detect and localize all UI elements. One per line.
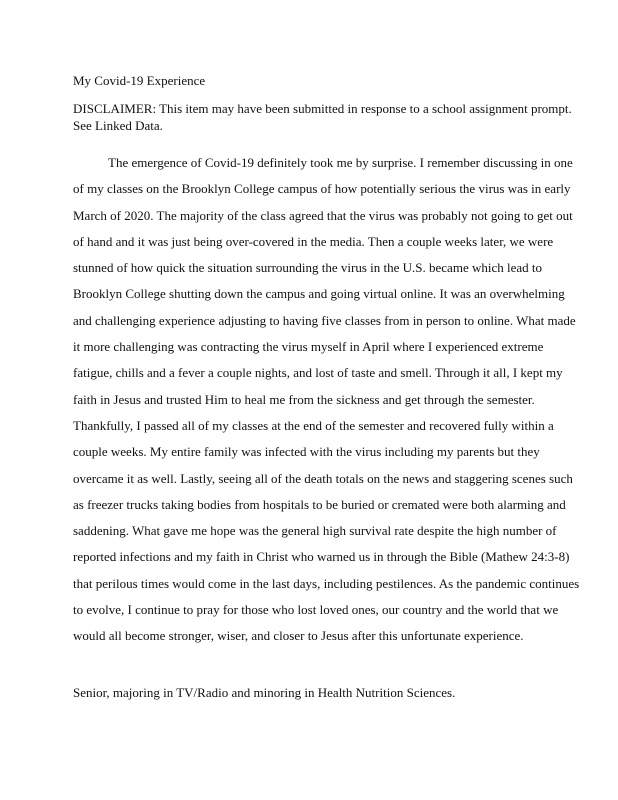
body-line: stunned of how quick the situation surrounding the virus in the U.S. became which lead to (73, 260, 542, 276)
body-line: and challenging experience adjusting to having five classes from in person to online. What made (73, 312, 576, 328)
disclaimer-line: DISCLAIMER: This item may have been submitted in response to a school assignment prompt. (73, 101, 572, 116)
body-line: Brooklyn College shutting down the campus and going virtual online. It was an overwhelming (73, 286, 565, 302)
body-line: it more challenging was contracting the virus myself in April where I experienced extreme (73, 339, 544, 355)
body-line: reported infections and my faith in Christ who warned us in through the Bible (Mathew 24:3-8) (73, 549, 570, 565)
body-line: faith in Jesus and trusted Him to heal me from the sickness and get through the semester. (73, 391, 535, 407)
body-line: couple weeks. My entire family was infected with the virus including my parents but they (73, 444, 540, 460)
body-line: Thankfully, I passed all of my classes at the end of the semester and recovered fully within a (73, 417, 554, 433)
body-line: overcame it as well. Lastly, seeing all of the death totals on the news and staggering scenes such (73, 470, 573, 486)
body-line: of hand and it was just being over-covered in the media. Then a couple weeks later, we were (73, 233, 554, 249)
body-line: fatigue, chills and a fever a couple nights, and lost of taste and smell. Through it all, I kept my (73, 365, 563, 381)
body-line: The emergence of Covid-19 definitely took me by surprise. I remember discussing in one (108, 155, 573, 170)
body-line: of my classes on the Brooklyn College campus of how potentially serious the virus was in early (73, 181, 571, 197)
body-line: March of 2020. The majority of the class agreed that the virus was probably not going to get out (73, 207, 573, 223)
disclaimer (73, 100, 572, 134)
document-title: My Covid-19 Experience (73, 73, 206, 88)
body-line: that perilous times would come in the last days, including pestilences. As the pandemic continues (73, 575, 580, 591)
body-line: to evolve, I continue to pray for those who lost loved ones, our country and the world that we (73, 602, 559, 618)
body-line: would all become stronger, wiser, and closer to Jesus after this unfortunate experience. (73, 628, 524, 644)
body-line: as freezer trucks taking bodies from hospitals to be buried or cremated were both alarming and (73, 496, 566, 512)
body-line: saddening. What gave me hope was the general high survival rate despite the high number of (73, 523, 557, 539)
essay-body (73, 155, 580, 655)
disclaimer-line: See Linked Data. (73, 118, 163, 133)
author-note: Senior, majoring in TV/Radio and minoring in Health Nutrition Sciences. (73, 685, 456, 700)
